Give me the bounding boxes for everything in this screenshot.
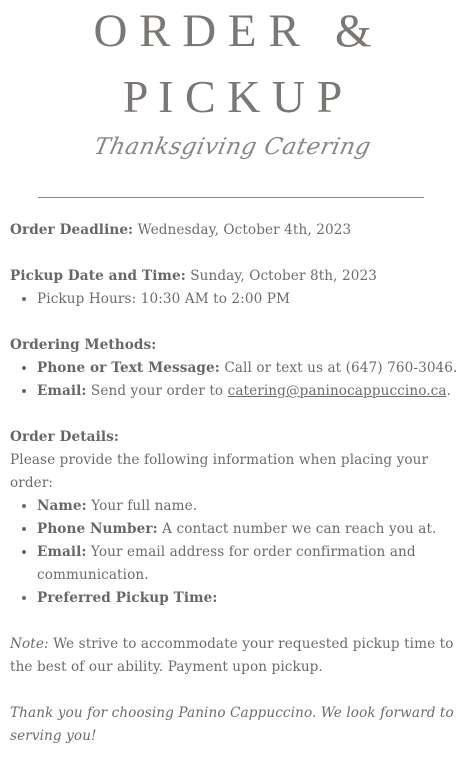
pickup-date-value: Sunday, October 8th, 2023 (185, 268, 377, 284)
note-text: We strive to accommodate your requested pickup time to the best of our ability. Payment upon pickup. (10, 636, 454, 675)
page-subtitle: Thanksgiving Catering (91, 134, 374, 160)
email-link[interactable]: catering@paninocappuccino.ca (227, 383, 447, 399)
order-deadline-label: Order Deadline: (10, 222, 134, 238)
detail-item (37, 541, 458, 587)
order-deadline-value: Wednesday, October 4th, 2023 (133, 222, 352, 238)
page-title-line-2: P I C K U P (122, 71, 343, 122)
detail-item (37, 495, 458, 518)
note-label: Note: (10, 636, 49, 652)
note (10, 633, 458, 679)
ordering-methods-heading (10, 334, 458, 357)
method-phone-label: Phone or Text Message: (37, 360, 220, 376)
pickup-hours: • Pickup Hours: 10:30 AM to 2:00 PM (37, 288, 458, 311)
pickup-date-label: Pickup Date and Time: (10, 268, 186, 284)
thank-you-message: Thank you for choosing Panino Cappuccino. We look forward to serving you! (10, 705, 454, 744)
page-title-line-1: O R D E R & (93, 5, 372, 57)
method-phone-text: Call or text us at (647) 760-3046. (219, 360, 458, 376)
detail-item-label: Email: (37, 544, 87, 560)
detail-item-text: Your email address for order confirmation and communication. (37, 544, 416, 583)
order-details-intro: Please provide the following information when placing your order: (10, 452, 429, 491)
detail-item-label: Phone Number: (37, 521, 158, 537)
method-phone (37, 357, 458, 380)
divider (38, 197, 424, 198)
order-details-list (10, 495, 458, 610)
detail-item-text: Your full name. (86, 498, 198, 514)
method-email-end: . (446, 383, 452, 399)
order-details-label: Order Details: (10, 429, 119, 445)
order-deadline (10, 219, 458, 242)
method-email-text: Send your order to (86, 383, 228, 399)
detail-item (37, 518, 458, 541)
ordering-methods-label: Ordering Methods: (10, 337, 157, 353)
method-email (37, 380, 458, 403)
document-body (10, 219, 458, 748)
pickup-list (10, 288, 458, 311)
method-email-label: Email: (37, 383, 87, 399)
order-details-heading (10, 426, 458, 449)
detail-item (37, 587, 458, 610)
pickup-date (10, 265, 458, 288)
detail-item-label: Name: (37, 498, 87, 514)
detail-item-text: A contact number we can reach you at. (157, 521, 437, 537)
detail-item-label: Preferred Pickup Time: (37, 590, 218, 606)
ordering-methods-list (10, 357, 458, 403)
